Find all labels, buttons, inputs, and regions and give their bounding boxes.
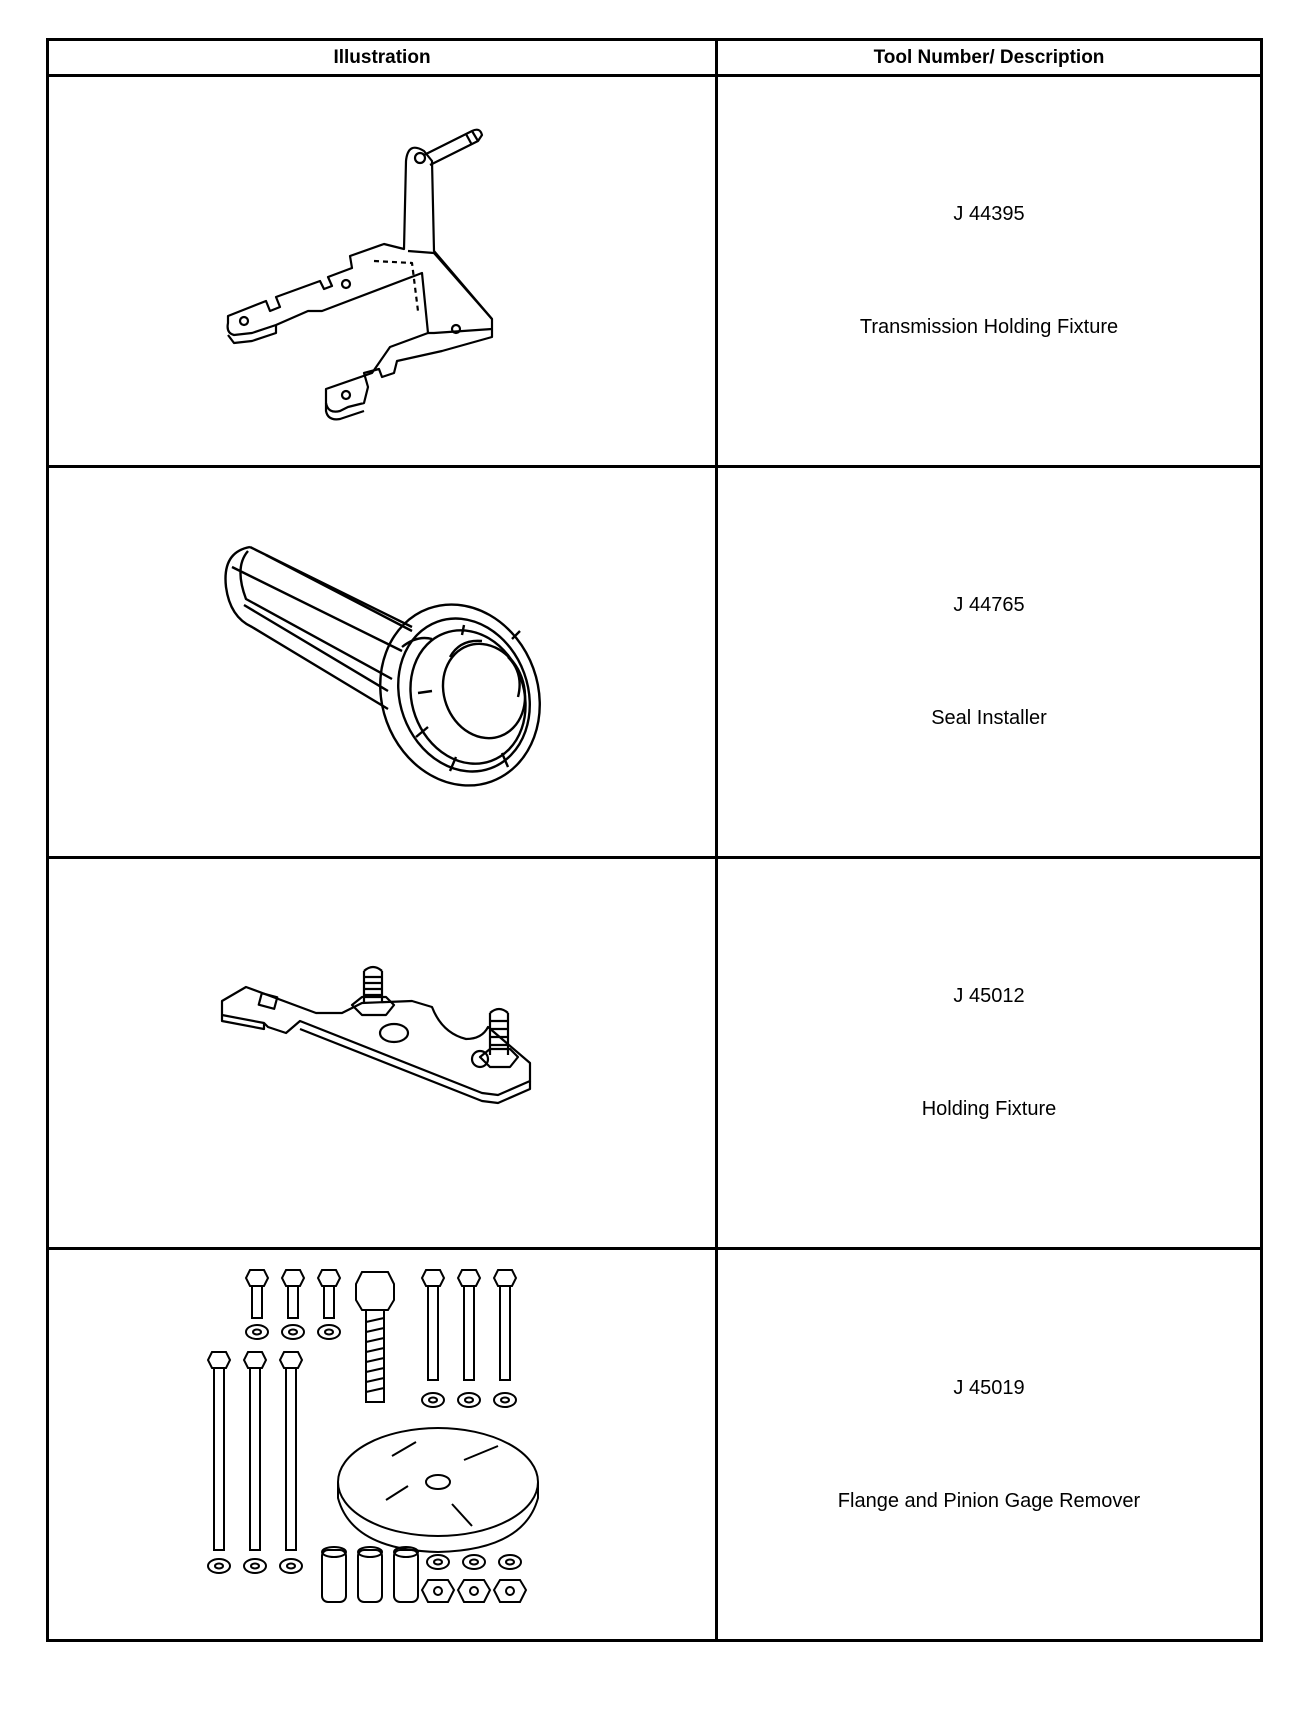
table-row <box>49 77 1260 468</box>
tool-header: Tool Number/ Description <box>873 46 1105 68</box>
illustration-cell <box>49 77 718 465</box>
illustration-cell <box>49 859 718 1247</box>
table-row <box>49 859 1260 1250</box>
table-header <box>49 41 1260 77</box>
tool-description: Seal Installer <box>931 707 1047 729</box>
gage-remover-kit-icon <box>202 1260 562 1630</box>
illustration-header: Illustration <box>49 41 718 74</box>
tool-number: J 44395 <box>953 203 1025 225</box>
description-cell <box>718 1250 1260 1639</box>
tool-description: Transmission Holding Fixture <box>859 316 1119 338</box>
illustration-cell <box>49 468 718 856</box>
illustration-cell <box>49 1250 718 1639</box>
tool-number: J 45019 <box>953 1376 1025 1399</box>
description-cell <box>718 859 1260 1247</box>
description-cell <box>718 468 1260 856</box>
tool-table <box>46 38 1263 1642</box>
tool-number: J 44765 <box>953 594 1025 616</box>
holding-fixture-bracket-icon <box>222 111 542 431</box>
table-row <box>49 1250 1260 1639</box>
seal-installer-icon <box>212 527 552 797</box>
description-cell <box>718 77 1260 465</box>
tool-description: Flange and Pinion Gage Remover <box>837 1489 1141 1512</box>
table-row <box>49 468 1260 859</box>
tool-number: J 45012 <box>953 985 1025 1007</box>
tool-description: Holding Fixture <box>921 1098 1057 1120</box>
holding-fixture-bar-icon <box>212 943 552 1163</box>
